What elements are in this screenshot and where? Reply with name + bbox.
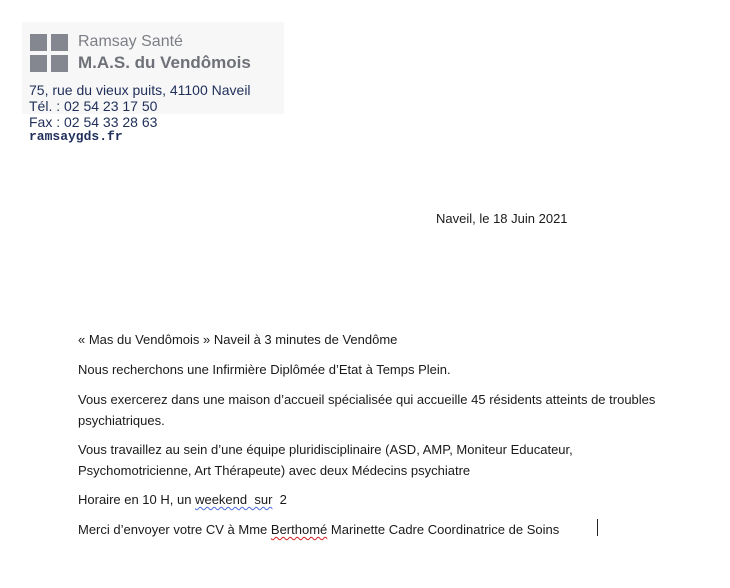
contact-text-end: Marinette Cadre Coordinatrice de Soins: [327, 522, 560, 537]
fax-line: Fax : 02 54 33 28 63: [29, 114, 158, 130]
website-link[interactable]: ramsaygds.fr: [29, 129, 123, 144]
paragraph-schedule: [78, 489, 678, 510]
paragraph-team: Vous travaillez au sein d’une équipe pluridisciplinaire (ASD, AMP, Moniteur Educateur, Psychomotricienne, Art Thérapeute) avec deux Médecins psychiatre: [78, 442, 573, 478]
text-cursor: [597, 519, 598, 536]
paragraph-workplace: Vous exercerez dans une maison d’accueil spécialisée qui accueille 45 résidents atteints de troubles psychiatriques.: [78, 392, 656, 428]
paragraph-intro: « Mas du Vendômois » Naveil à 3 minutes de Vendôme: [78, 332, 398, 347]
paragraph-job: Nous recherchons une Infirmière Diplômée d’Etat à Temps Plein.: [78, 362, 451, 377]
phone-line: Tél. : 02 54 23 17 50: [29, 98, 158, 114]
brand-subtitle: M.A.S. du Vendômois: [78, 53, 251, 72]
grammar-flagged-word[interactable]: weekend sur: [195, 492, 273, 507]
date-line: Naveil, le 18 Juin 2021: [436, 211, 568, 226]
brand-name: Ramsay Santé: [78, 33, 183, 50]
address-line: 75, rue du vieux puits, 41100 Naveil: [29, 82, 251, 98]
contact-text: Merci d’envoyer votre CV à Mme: [78, 522, 271, 537]
schedule-text: Horaire en 10 H, un: [78, 492, 196, 507]
spelling-flagged-word[interactable]: Berthomé: [270, 522, 328, 537]
ramsay-logo-icon: [30, 34, 70, 74]
schedule-text-end: 2: [272, 492, 287, 507]
paragraph-contact: [78, 519, 678, 540]
